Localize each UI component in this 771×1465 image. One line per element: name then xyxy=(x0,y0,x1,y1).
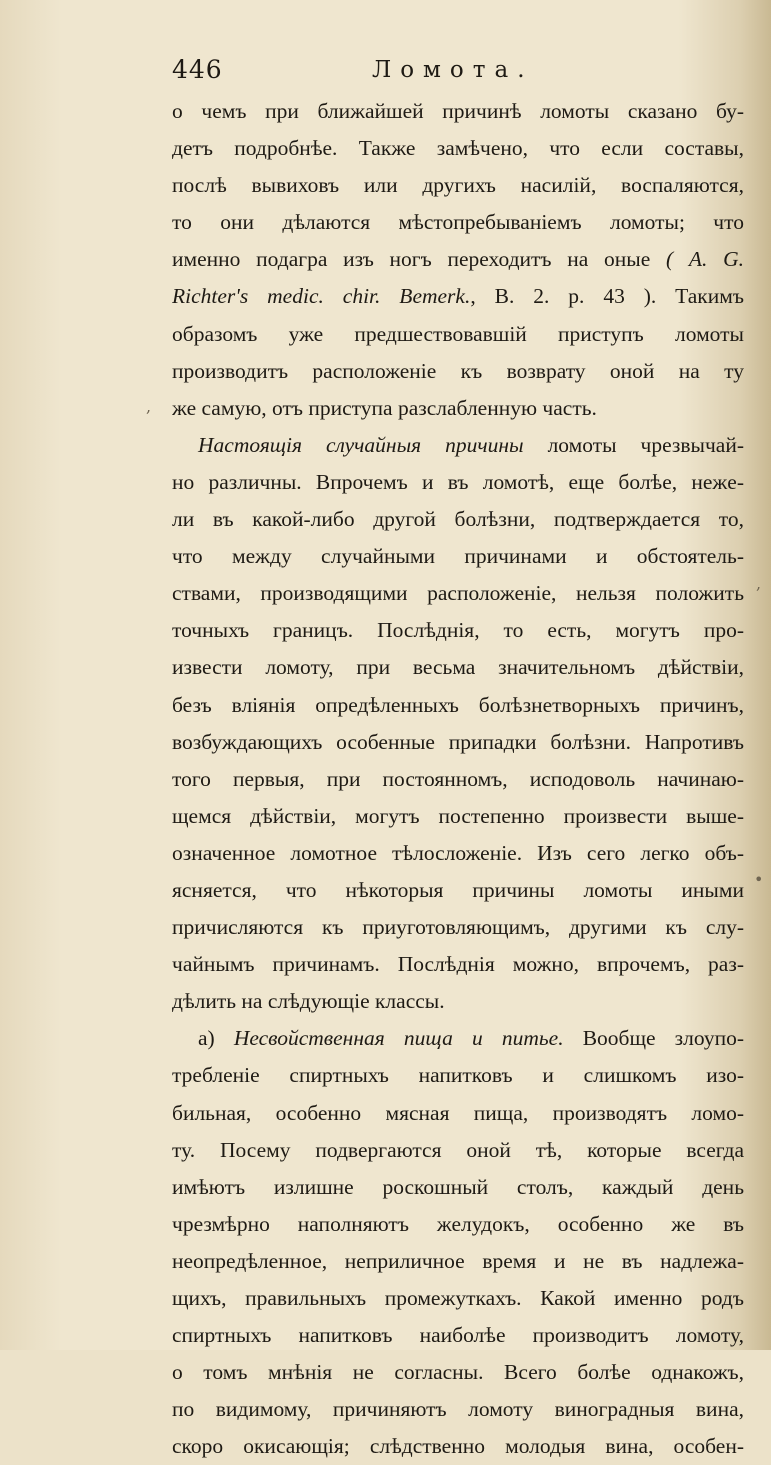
text-line: послѣ вывиховъ или другихъ насилій, воспаляются, xyxy=(172,173,744,198)
text-line: чрезмѣрно наполняютъ желудокъ, особенно же въ xyxy=(172,1211,744,1236)
text-line: скоро окисающія; слѣдственно молодыя вина, особен- xyxy=(172,1434,744,1459)
text-line: ту. Посему подвергаются оной тѣ, которые всегда xyxy=(172,1137,744,1162)
page-number: 446 xyxy=(172,55,223,84)
margin-dot-right: • xyxy=(754,870,764,889)
body-text xyxy=(172,93,744,1465)
text-line: что между случайными причинами и обстоятель- xyxy=(172,544,744,569)
text-line: того первыя, при постоянномъ, исподоволь начинаю- xyxy=(172,766,744,791)
text-line: бильная, особенно мясная пища, производятъ ломо- xyxy=(172,1100,744,1125)
text-line: щемся дѣйствіи, могутъ постепенно произвести выше- xyxy=(172,803,744,828)
text-line: производитъ расположеніе къ возврату оной на ту xyxy=(172,358,744,383)
italic-run: Richter's medic. chir. Bemerk. xyxy=(172,284,471,309)
text-line: безъ вліянія опредѣленныхъ болѣзнетворныхъ причинъ, xyxy=(172,692,744,717)
text-line: же самую, отъ приступа разслабленную часть. xyxy=(172,395,597,420)
text-line: по видимому, причиняютъ ломоту виноградныя вина, xyxy=(172,1397,744,1422)
running-title: Ломота. xyxy=(372,57,534,83)
text-line: щихъ, правильныхъ промежуткахъ. Какой именно родъ xyxy=(172,1286,744,1310)
text-line: означенное ломотное тѣлосложеніе. Изъ сего легко объ- xyxy=(172,840,744,865)
text-line: ствами, производящими расположеніе, нельзя положить xyxy=(172,581,744,606)
italic-run: Настоящія случайныя причины xyxy=(198,432,524,457)
text-line: о чемъ при ближайшей причинѣ ломоты сказано бу- xyxy=(172,99,744,123)
text-line: извести ломоту, при весьма значительномъ дѣйствіи, xyxy=(172,655,744,680)
text-line: ясняется, что нѣкоторыя причины ломоты иными xyxy=(172,877,744,902)
text-line: спиртныхъ напитковъ наиболѣе производитъ ломоту, xyxy=(172,1323,744,1348)
text-line: причисляются къ приуготовляющимъ, другими къ слу- xyxy=(172,915,744,940)
text-line: а) Несвойственная пища и питье. Вообще злоупо- xyxy=(198,1026,744,1051)
text-line: точныхъ границъ. Послѣднія, то есть, могутъ про- xyxy=(172,618,744,643)
text-line: детъ подробнѣе. Также замѣчено, что если составы, xyxy=(172,136,744,161)
text-line: но различны. Впрочемъ и въ ломотѣ, еще болѣе, нежe- xyxy=(172,469,744,494)
page-header xyxy=(172,55,752,95)
text-line: Настоящія случайныя причины ломоты чрезвычай- xyxy=(198,432,744,457)
text-line: дѣлить на слѣдующіе классы. xyxy=(172,989,445,1014)
text-line: то они дѣлаются мѣстопребываніемъ ломоты; что xyxy=(172,210,744,235)
text-line: требленіе спиртныхъ напитковъ и слишкомъ изо- xyxy=(172,1063,744,1088)
text-line: ли въ какой-либо другой болѣзни, подтверждается то, xyxy=(172,507,744,532)
text-line: неопредѣленное, неприличное время и не въ надлежа- xyxy=(172,1248,744,1273)
text-line: о томъ мнѣнія не согласны. Всего болѣе однакожъ, xyxy=(172,1360,744,1385)
text-line: имѣютъ излишне роскошный столъ, каждый день xyxy=(172,1174,744,1199)
text-line: именно подагра изъ ногъ переходитъ на оные ( A. G. xyxy=(172,247,744,272)
italic-run: Несвойственная пища и питье. xyxy=(233,1026,564,1051)
text-line: возбуждающихъ особенные припадки болѣзни. Напротивъ xyxy=(172,729,744,754)
text-line: образомъ уже предшествовавшій приступъ ломоты xyxy=(172,321,744,346)
margin-comma-right: , xyxy=(756,574,762,593)
text-line: Richter's medic. chir. Bemerk., B. 2. p. 43 ). Такимъ xyxy=(172,284,744,309)
margin-comma-left: , xyxy=(146,397,152,416)
italic-run: ( A. G. xyxy=(665,247,744,272)
text-line: чайнымъ причинамъ. Послѣднія можно, впрочемъ, раз- xyxy=(172,952,744,977)
